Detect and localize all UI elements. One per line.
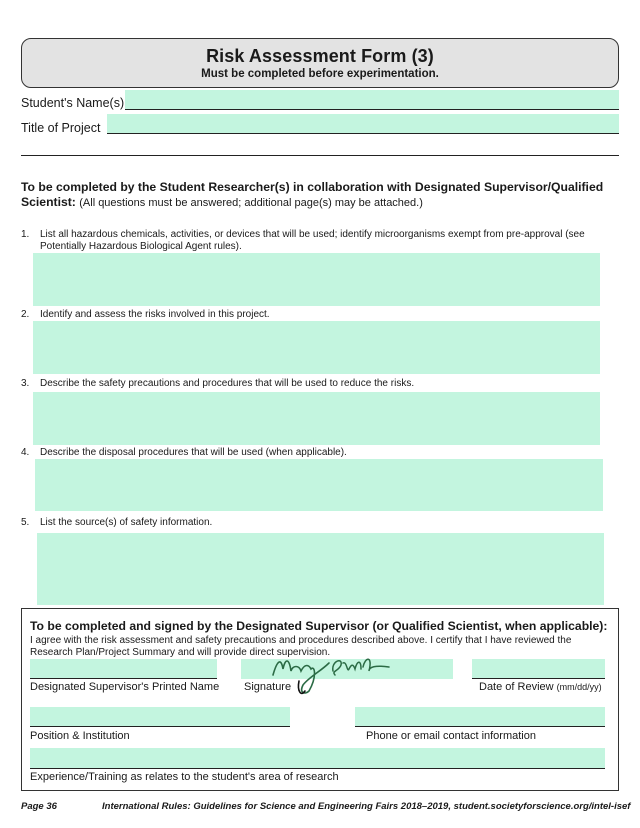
project-title-field[interactable] <box>107 114 619 134</box>
question-4-text: Describe the disposal procedures that will be used (when applicable). <box>40 447 347 458</box>
footer-page-number: Page 36 <box>21 801 57 812</box>
date-of-review-label-text: Date of Review <box>479 681 554 693</box>
form-subtitle: Must be completed before experimentation. <box>201 68 439 80</box>
form-header <box>21 38 619 88</box>
supervisor-printed-name-field[interactable] <box>30 659 217 679</box>
question-5-answer[interactable] <box>37 533 604 605</box>
form-title: Risk Assessment Form (3) <box>206 46 434 66</box>
question-2-answer[interactable] <box>33 321 600 374</box>
contact-information-field[interactable] <box>355 707 605 727</box>
date-format-hint: (mm/dd/yy) <box>556 682 602 692</box>
student-instructions <box>21 180 619 211</box>
supervisor-section <box>21 608 619 791</box>
student-name-field[interactable] <box>125 90 619 110</box>
student-name-label: Student's Name(s) <box>21 96 125 110</box>
signature-label: Signature <box>244 681 292 693</box>
question-1-answer[interactable] <box>33 253 600 306</box>
question-5-number: 5. <box>21 517 30 528</box>
question-4-answer[interactable] <box>35 459 603 511</box>
footer-reference: International Rules: Guidelines for Science and Engineering Fairs 2018–2019, student.societyforscience.org/intel-isef <box>102 801 631 812</box>
instructions-heading: To be completed by the Student Researcher(s) in collaboration with Designated Supervisor/Qualified Scientist: <box>21 180 604 209</box>
question-1-text: List all hazardous chemicals, activities, or devices that will be used; identify microorganisms exempt from pre-approval (see Potentially Hazardous Biological Agent rules). <box>40 229 585 252</box>
supervisor-printed-name-label: Designated Supervisor's Printed Name <box>30 681 220 693</box>
question-3-answer[interactable] <box>33 392 600 445</box>
instructions-note: (All questions must be answered; additional page(s) may be attached.) <box>79 197 423 209</box>
experience-training-field[interactable] <box>30 748 605 769</box>
question-4-number: 4. <box>21 447 30 458</box>
experience-training-label: Experience/Training as relates to the student's area of research <box>30 771 339 783</box>
signature-field[interactable] <box>241 659 453 679</box>
contact-information-label: Phone or email contact information <box>366 730 536 742</box>
supervisor-statement: I agree with the risk assessment and safety precautions and procedures described above. I certify that I have reviewed the Research Plan/Project Summary and will provide direct supervision. <box>30 635 572 658</box>
section-divider <box>21 155 619 156</box>
question-1-number: 1. <box>21 229 30 240</box>
date-of-review-field[interactable] <box>472 659 605 679</box>
position-institution-label: Position & Institution <box>30 730 130 742</box>
question-3-text: Describe the safety precautions and procedures that will be used to reduce the risks. <box>40 378 415 389</box>
question-2-text: Identify and assess the risks involved in this project. <box>40 309 270 320</box>
question-2-number: 2. <box>21 309 30 320</box>
supervisor-heading: To be completed and signed by the Designated Supervisor (or Qualified Scientist, when applicable): <box>30 619 608 633</box>
position-institution-field[interactable] <box>30 707 290 727</box>
question-3-number: 3. <box>21 378 30 389</box>
date-of-review-label <box>479 681 602 693</box>
project-title-label: Title of Project <box>21 121 101 135</box>
question-5-text: List the source(s) of safety information. <box>40 517 213 528</box>
